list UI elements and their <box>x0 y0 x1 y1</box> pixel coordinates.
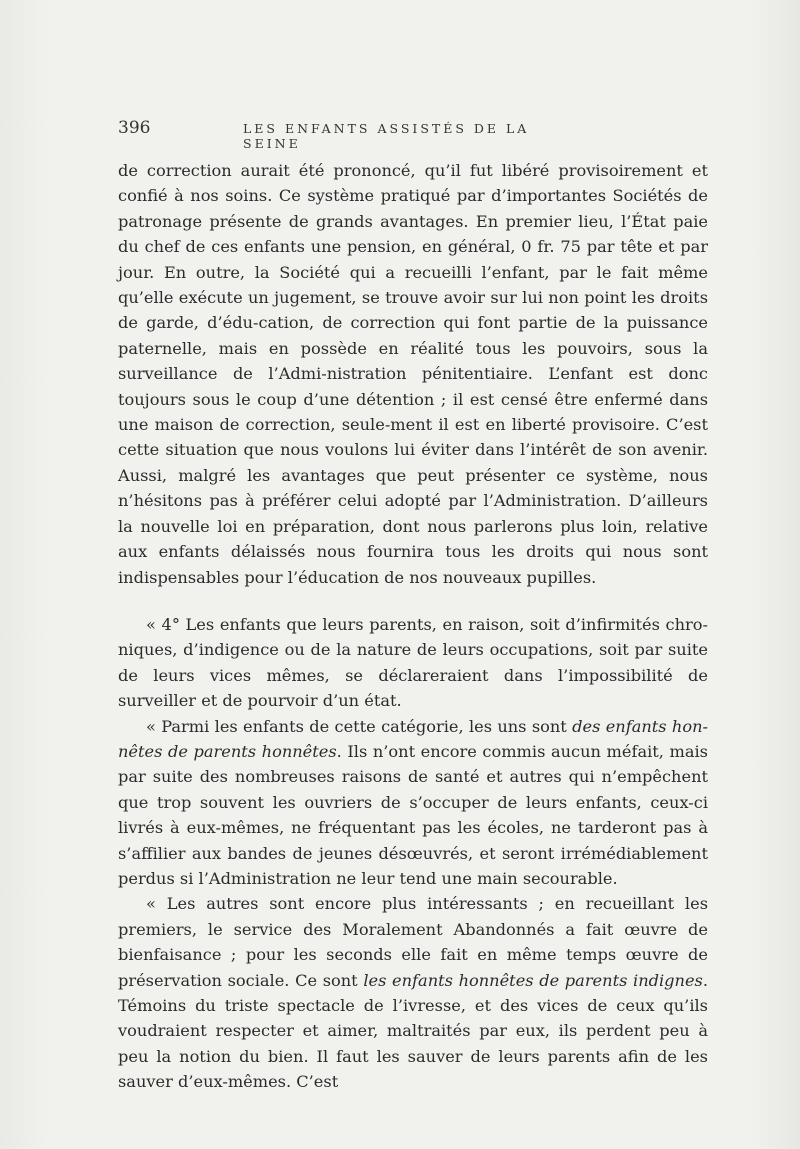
paragraph-3-start: « Parmi les enfants de cette catégorie, les uns sont <box>146 716 573 736</box>
paragraph-3-italic: des enfants hon-nêtes de parents honnêtes <box>118 716 708 761</box>
paragraph-3 <box>118 714 708 892</box>
body-text <box>118 158 708 1095</box>
paragraph-4-italic: les enfants honnêtes de parents indignes <box>363 970 703 990</box>
paragraph-1: de correction aurait été prononcé, qu’il fut libéré provisoirement et confié à nos soins. Ce système pratiqué par d’importantes Sociétés de patronage présente de grands avantages. En premier lieu, l’État paie du chef de ces enfants une pension, en général, 0 fr. 75 par tête et par jour. En outre, la Société qui a recueilli l’enfant, par le fait même qu’elle exécute un jugement, se trouve avoir sur lui non point les droits de garde, d’édu-cation, de correction qui font partie de la puissance paternelle, mais en possède en réalité tous les pouvoirs, sous la surveillance de l’Admi-nistration pénitentiaire. L’enfant est donc toujours sous le coup d’une détention ; il est censé être enfermé dans une maison de correction, seule-ment il est en liberté provisoire. C’est cette situation que nous voulons lui éviter dans l’intérêt de son avenir. Aussi, malgré les avantages que peut présenter ce système, nous n’hésitons pas à préférer celui adopté par l’Administration. D’ailleurs la nouvelle loi en préparation, dont nous parlerons plus loin, relative aux enfants délaissés nous fournira tous les droits qui nous sont indispensables pour l’éducation de nos nouveaux pupilles. <box>118 161 708 587</box>
paragraph-4-start: « Les autres sont encore plus intéressants ; en recueillant les premiers, le service des Moralement Abandonnés a fait œuvre de bienfaisance ; pour les seconds elle fait en même temps œuvre de préservation sociale. Ce sont <box>118 894 708 990</box>
paragraph-4-end: . Témoins du triste spectacle de l’ivresse, et des vices de ceux qu’ils voudraient respecter et aimer, maltraités par eux, ils perdent peu à peu la notion du bien. Il faut les sauver de leurs parents afin de les sauver d’eux-mêmes. C’est <box>118 970 708 1092</box>
page-number: 396 <box>118 118 151 138</box>
paragraph-2: « 4° Les enfants que leurs parents, en raison, soit d’infirmités chro-niques, d’indigence ou de la nature de leurs occupations, soit par suite de leurs vices mêmes, se déclareraient dans l’impossibilité de surveiller et de pourvoir d’un état. <box>118 614 708 711</box>
running-title: LES ENFANTS ASSISTÉS DE LA SEINE <box>243 121 530 151</box>
paragraph-3-end: . Ils n’ont encore commis aucun méfait, mais par suite des nombreuses raisons de santé et autres qui n’empêchent que trop souvent les ouvriers de s’occuper de leurs enfants, ceux-ci livrés à eux-mêmes, ne fréquentant pas les écoles, ne tarderont pas à s’affilier aux bandes de jeunes désœuvrés, et seront irrémédiablement perdus si l’Administration ne leur tend une main secourable. <box>118 741 708 888</box>
paragraph-4 <box>118 891 708 1094</box>
